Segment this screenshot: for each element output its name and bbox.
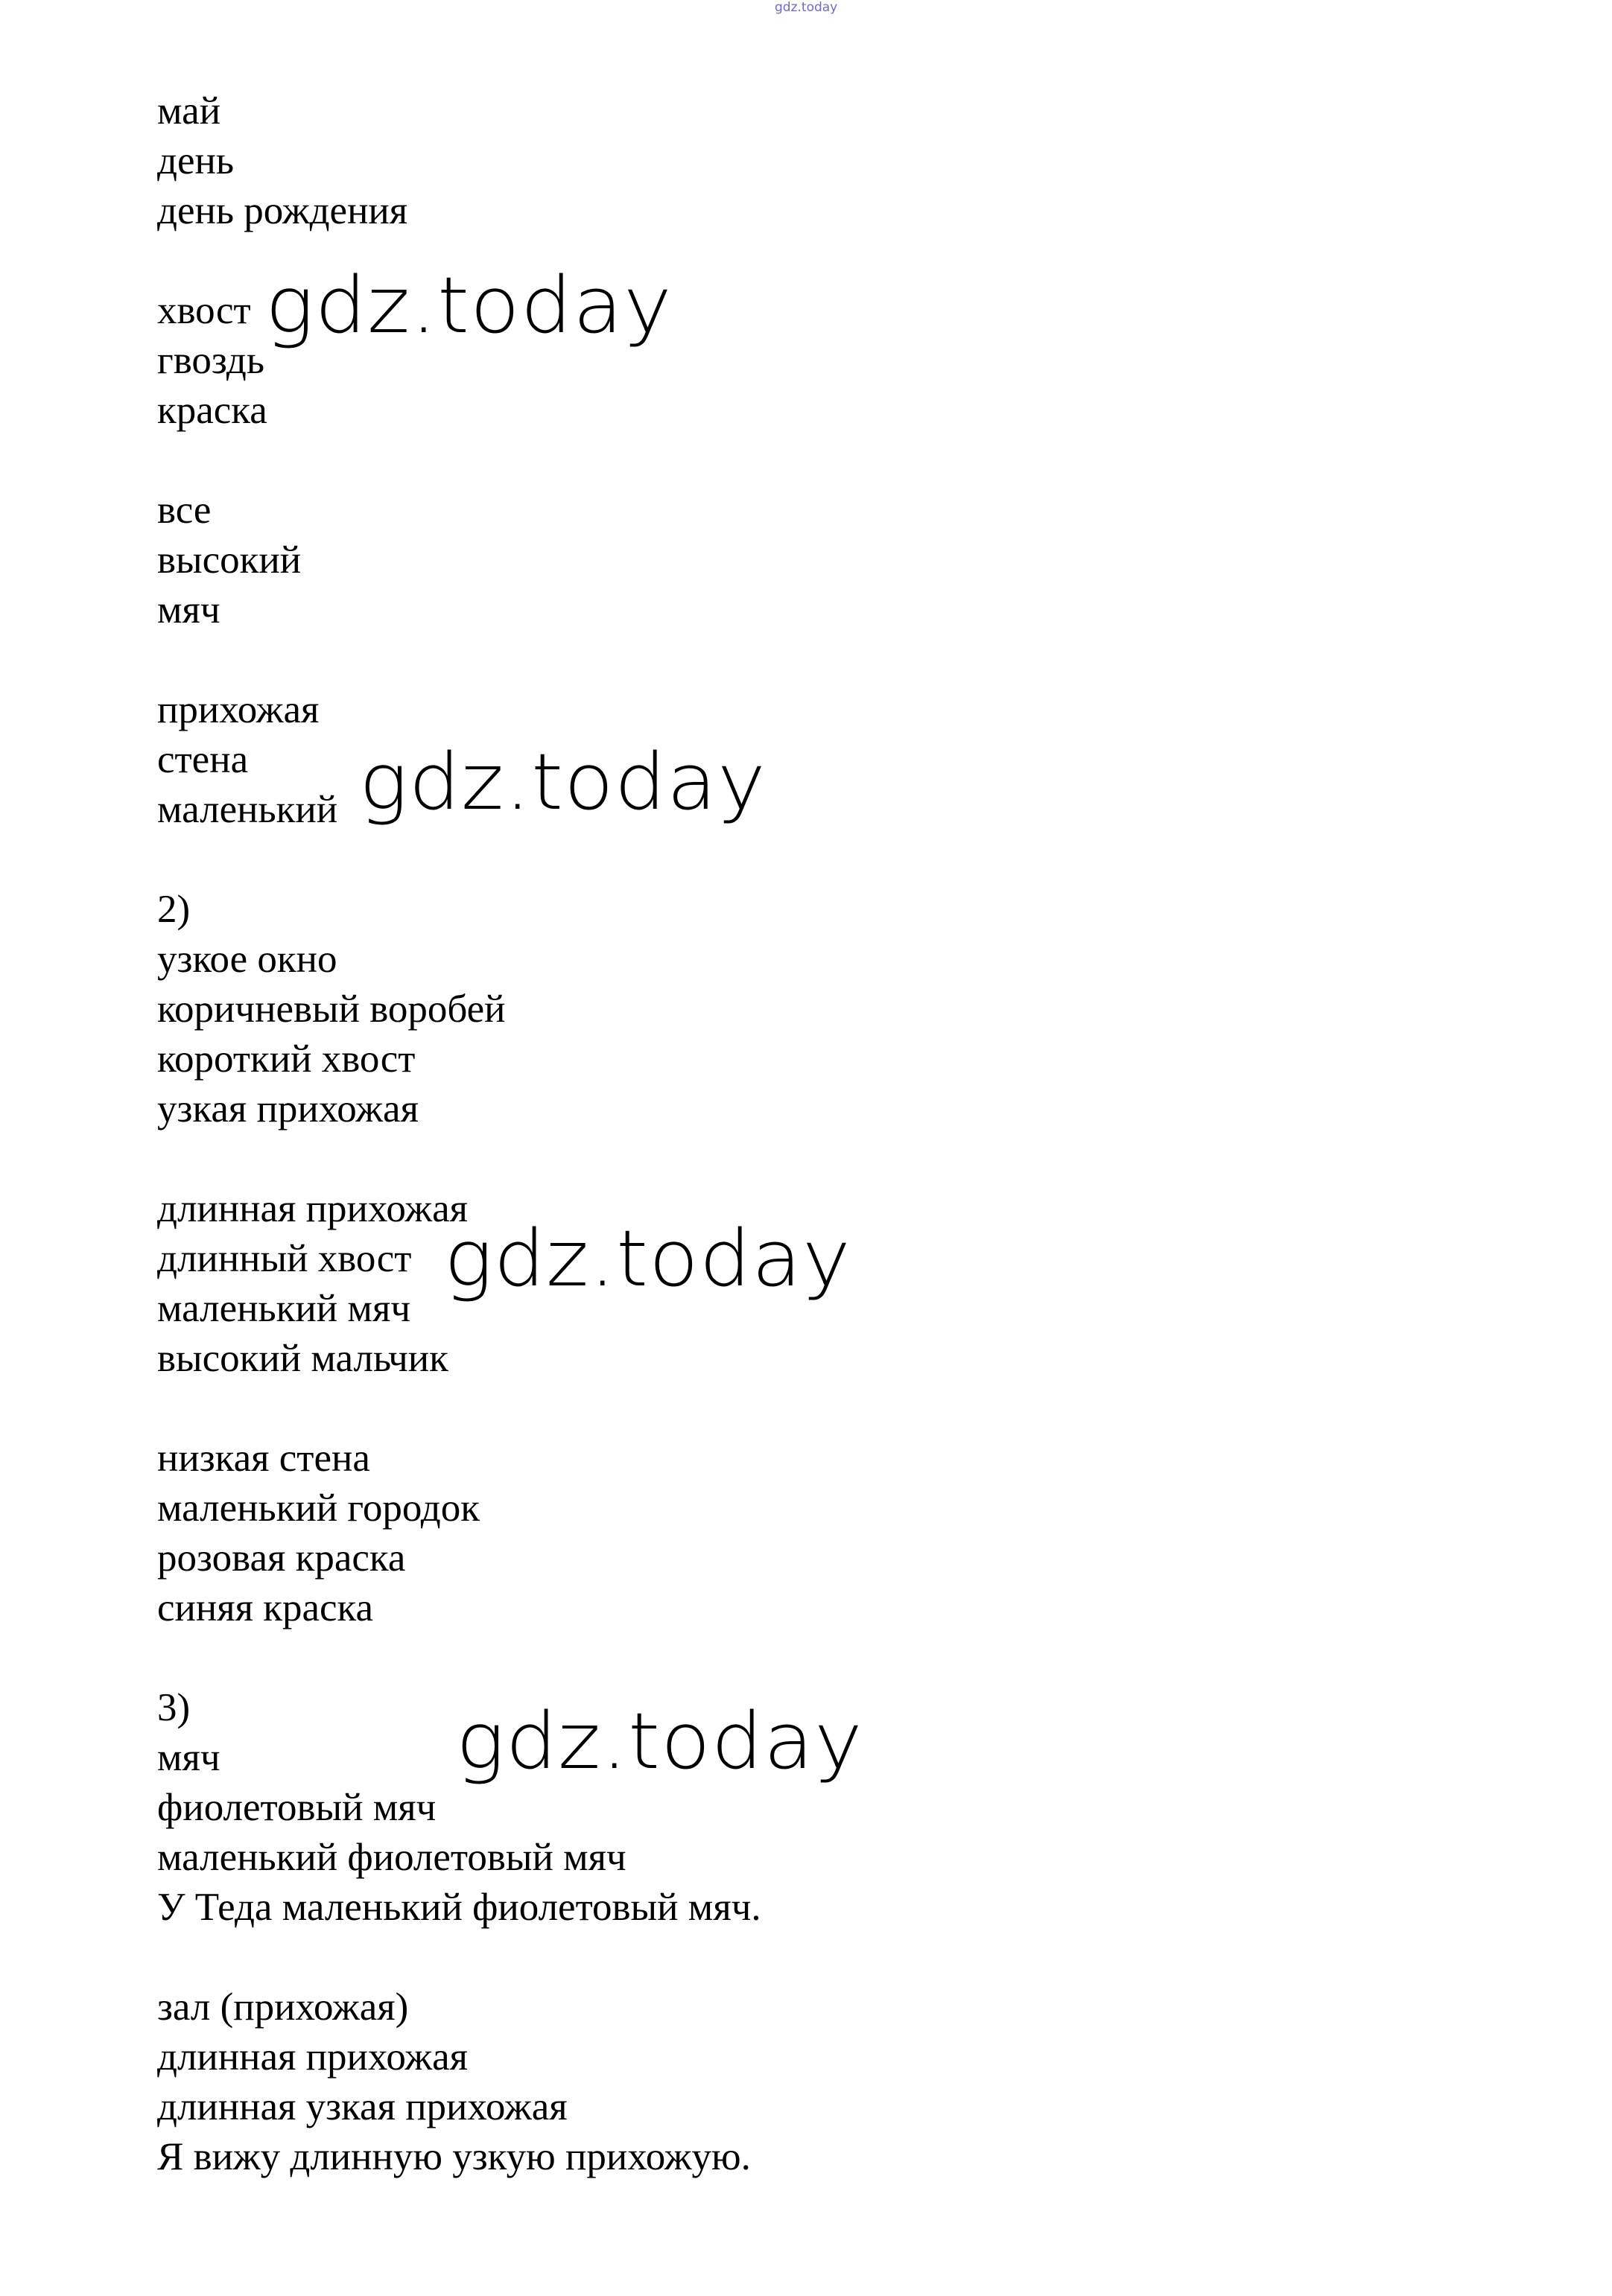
section-2-group-3: [157, 1434, 1424, 1633]
text-line: мяч: [157, 588, 220, 632]
text-line: розовая краска: [157, 1536, 406, 1580]
document-body: [157, 86, 1424, 2232]
word-group-1: [157, 86, 1424, 236]
text-line: прихожая: [157, 688, 320, 731]
watermark: gdz.today: [456, 1696, 863, 1787]
text-line: низкая стена: [157, 1437, 370, 1480]
sentence-line: У Теда маленький фиолетовый мяч.: [157, 1886, 761, 1929]
section-number: 3): [157, 1686, 191, 1729]
watermark: gdz.today: [444, 1213, 851, 1304]
text-line: мяч: [157, 1736, 220, 1779]
text-line: день: [157, 139, 235, 182]
text-line: маленький: [157, 788, 338, 831]
text-line: все: [157, 489, 212, 532]
section-3-group-2: [157, 1982, 1424, 2182]
text-line: коричневый воробей: [157, 988, 506, 1031]
text-line: хвост: [157, 289, 251, 332]
text-line: длинная прихожая: [157, 1187, 469, 1230]
text-line: длинная узкая прихожая: [157, 2085, 568, 2128]
section-number: 2): [157, 888, 191, 931]
text-line: день рождения: [157, 189, 408, 232]
text-line: длинная прихожая: [157, 2035, 469, 2079]
text-line: синяя краска: [157, 1586, 374, 1629]
header-watermark: gdz.today: [775, 0, 838, 15]
text-line: узкая прихожая: [157, 1087, 419, 1130]
sentence-line: Я вижу длинную узкую прихожую.: [157, 2135, 751, 2178]
text-line: высокий: [157, 538, 302, 582]
text-line: маленький городок: [157, 1486, 480, 1530]
text-line: узкое окно: [157, 938, 337, 981]
watermark: gdz.today: [265, 260, 673, 351]
text-line: май: [157, 89, 221, 133]
text-line: маленький фиолетовый мяч: [157, 1836, 626, 1879]
section-2-group-1: [157, 885, 1424, 1134]
text-line: стена: [157, 738, 249, 781]
text-line: зал (прихожая): [157, 1985, 409, 2029]
text-line: гвоздь: [157, 339, 265, 382]
text-line: маленький мяч: [157, 1287, 410, 1330]
word-group-4: [157, 685, 1424, 835]
text-line: краска: [157, 389, 267, 432]
text-line: фиолетовый мяч: [157, 1786, 437, 1829]
text-line: короткий хвост: [157, 1037, 416, 1081]
word-group-3: [157, 486, 1424, 635]
text-line: длинный хвост: [157, 1237, 412, 1280]
text-line: высокий мальчик: [157, 1337, 448, 1380]
watermark: gdz.today: [359, 737, 767, 827]
